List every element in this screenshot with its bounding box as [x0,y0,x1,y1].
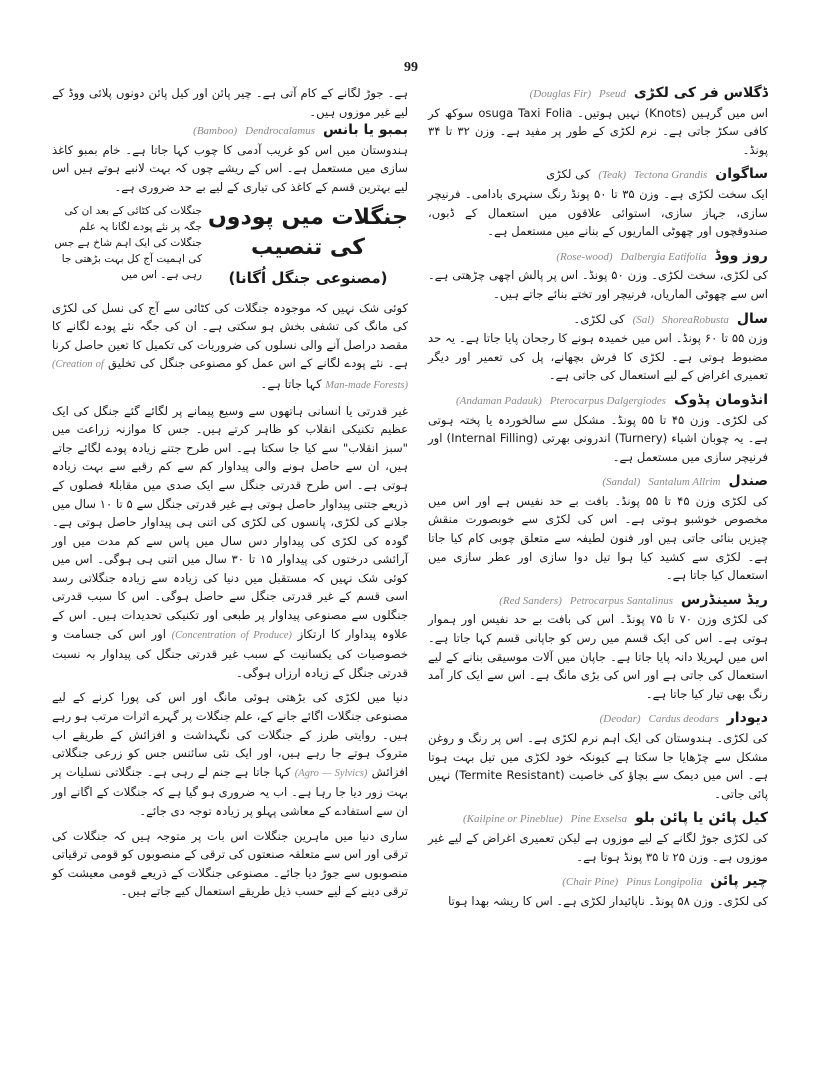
wood-entry [428,809,768,866]
wood-description: ایک سخت لکڑی ہے۔ وزن ۳۵ تا ۵۰ پونڈ رنگ سنہری بادامی۔ فرنیچر سازی، جہاز سازی، استوائی علاقوں میں استعمال کے ڈبوں، صندوقچوں اور چھوٹی الماریوں کے بنانے میں مستعمل ہے۔ [428,186,768,239]
entry-heading [428,809,768,829]
english-name: (Sandal) [602,476,641,489]
wood-name: ڈگلاس فر کی لکڑی [633,85,768,101]
right-column [428,84,768,916]
wood-name: ریڈ سینڈرس [681,591,768,608]
english-term: (Agro — Sylvics) [294,767,368,779]
entry-heading [428,391,768,411]
wood-name: صندل [728,473,768,490]
paragraph-text: کہا جاتا ہے۔ [260,376,322,391]
english-name: (Douglas Fir) [529,88,592,100]
entry-heading [428,165,768,185]
scientific-name: Petrocarpus Santalinus [569,594,674,607]
wood-name: بمبو یا بانس [323,122,408,139]
wood-name: کیل پائن یا پائن بلو [635,810,768,827]
english-term: (Concentration of Produce) [171,629,292,641]
scientific-name: Santalum Allrim [648,476,721,489]
section-title: جنگلات میں پودوں کی تنصیب [208,204,408,260]
wood-name: سال [736,310,768,327]
english-name: (Red Sanders) [499,594,562,607]
english-term: (Creation of Man-made Forests) [52,359,408,391]
section-subtitle: (مصنوعی جنگل اُگانا) [228,268,388,287]
paragraph-3 [52,688,408,820]
entry-heading [428,709,768,729]
wood-description: ہندوستان میں اس کو غریب آدمی کا چوب کہا جاتا ہے۔ خام بمبو کاغذ سازی میں مستعمل ہے۔ اس کے ریشے چوں کہ بہت لانبے ہوتے ہیں اس لیے بہترین قسم کے کاغذ کی تیاری کے لیے بے حد ضروری ہے۔ [52,142,408,194]
wood-entry [428,472,768,585]
wood-description: کی لکڑی وزن ۷۰ تا ۷۵ پونڈ۔ اس کی بافت بے حد نفیس اور ہموار ہوتی ہے۔ اس کی ایک قسم میں رس کو جاپانی قسم کہا جاتا ہے۔ اس میں لہریلا دانہ پایا جاتا ہے۔ جاپان میں آلات موسیقی بنانے کے لیے استعمال کی جاتی ہے اور اس کی بڑی مانگ ہے۔ اس سے ایک کار آمد رنگ بھی تیار کیا جاتا ہے۔ [428,612,768,701]
scientific-name: Pine Exselsa [570,813,628,826]
wood-entry [428,247,768,304]
left-column [52,84,408,901]
scientific-name: Pinus Longipolia [626,876,703,889]
english-name: (Chair Pine) [562,876,619,889]
heading-suffix: کی لکڑی [546,167,591,182]
wood-name: چیر پائن [710,873,768,890]
wood-description: کی لکڑی۔ وزن ۴۵ تا ۵۵ پونڈ۔ مشکل سے سالخوردہ یا پختہ ہوتی ہے۔ یہ چوبان اشیاء (Turnery) اندرونی بھرتی (Internal Filling) اور فرنیچر سازی میں مستعمل ہے۔ [428,412,768,464]
wood-description: کی لکڑی وزن ۴۵ تا ۵۵ پونڈ۔ بافت بے حد نفیس ہے اور اس میں مخصوص خوشبو ہوتی ہے۔ اس کی لکڑی سے خوبصورت منقش چیزیں بنائی جاتی ہیں اور فنون لطیفہ سے متعلق چوبی کام کیا جاتا ہے۔ لکڑی سے کشید کیا ہوا تیل دوا سازی اور عطر سازی میں استعمال کیا جاتا ہے۔ [428,493,769,583]
wood-description: کی لکڑی۔ ہندوستان کی ایک اہم نرم لکڑی ہے۔ اس پر رنگ و روغن مشکل سے چڑھایا جا سکتا ہے کیونکہ خود لکڑی میں تیل بہت ہوتا ہے۔ اس میں دیمک سے بچاؤ کی خاصیت (Termite Resistant) نہیں پائی جاتی۔ [428,731,768,801]
paragraph-text: اور اس کی جسامت و خصوصیات کی یکسانیت کے سبب غیر قدرتی جنگل کی پیداوار بہ نسبت قدرتی جنگل کے زیادہ ارزاں ہوگی۔ [52,626,408,680]
scientific-name: Dendrocalamus [245,125,316,138]
wood-entry [428,84,768,159]
english-name: (Deodar) [599,713,641,726]
english-name: (Rose-wood) [556,250,613,263]
wood-entry [428,872,768,910]
wood-description: کی لکڑی۔ وزن ۵۸ پونڈ۔ ناپائیدار لکڑی ہے۔ اس کا ریشہ بھدا ہوتا [448,893,768,908]
continuation-text: ہے۔ جوڑ لگانے کے کام آتی ہے۔ چیر پائن اور کیل پائن دونوں پلائی ووڈ کے لیے غیر موزوں ہیں۔ [52,86,408,119]
scientific-name: Cardus deodars [648,713,719,726]
entry-heading [428,872,768,892]
wood-name: روز ووڈ [714,247,768,264]
entry-heading [428,591,768,611]
scientific-name: ShoreaRobusta [662,313,729,326]
paragraph-2 [52,402,408,683]
paragraph-text: کوئی شک نہیں کہ موجودہ جنگلات کی کٹائی سے آج کی نسل کی لکڑی کی مانگ کی تشفی بخش ہو سکتی ہے۔ ان کی جگہ نئے پودے لگانے کا مقصد دراصل آنے والی نسلوں کی ضروریات کی تکمیل کا تعین حاصل کرنا ہے۔ نئے پودے لگانے کے اس عمل کو مصنوعی جنگل کی تخلیق [52,300,408,371]
entry-heading [428,247,768,267]
entry-heading [428,472,768,492]
wood-name: ساگوان [715,166,768,183]
wood-description: اس میں گرہیں (Knots) نہیں ہوتیں۔ osuga Taxi Folia سوکھ کر کافی سکڑ جاتی ہے۔ نرم لکڑی کے طور پر مفید ہے۔ وزن ۳۲ تا ۳۴ پونڈ۔ [428,105,768,157]
entry-heading [52,121,408,141]
section-block [52,203,408,293]
scientific-name: Tectona Grandis [634,169,708,182]
english-name: (Andaman Padauk) [455,394,542,407]
english-name: (Sal) [632,313,655,326]
wood-description: کی لکڑی جوڑ لگانے کے لیے موزوں ہے لیکن تعمیری اغراض کے لیے غیر موزوں ہے۔ وزن ۲۵ تا ۳۵ پونڈ ہوتا ہے۔ [428,830,768,864]
entry-heading [428,310,768,330]
wood-name: دیودار [726,710,768,727]
wood-entry [428,591,768,704]
scientific-name: Pterocarpus Dalgergiodes [549,394,667,407]
paragraph-1 [52,299,408,396]
wood-name: انڈومان پڈوک [674,391,768,408]
paragraph-text: غیر قدرتی یا انسانی ہاتھوں سے وسیع پیمانے پر لگائے گئے جنگل کی ایک عظیم تکنیکی انقلاب کو ظاہر کرتے ہیں۔ جس کا موازنہ زراعت میں "سبز انقلاب" سے کیا جا سکتا ہے۔ اس طرح جتنے زیادہ پودے لگائے جاتے ہیں، ان سے حاصل ہونے والی پیداوار کم سے کم رقبے سے بہت زیادہ ہوتی ہے۔ اس طرح قدرتی جنگل سے ایک صدی میں مقابلۃً فصلوں کے ذریعے جتنی پیداوار حاصل ہوتی ہے غیر قدرتی جنگل سے ۵ تا ۱۰ سال میں جلانے کی لکڑی، پانسوں کی لکڑی کی اتنی ہی پیداوار حاصل ہوتی ہے۔ گودہ کی لکڑی کی پیداوار دس سال میں پاس سے کم مدت میں اور آرائشی درختوں کی پیداوار ۱۵ تا ۳۰ سال میں اتنی ہی ہوگی۔ اس میں کوئی شک نہیں کہ مستقبل میں دنیا کی زیادہ سے زیادہ جنگلاتی رسد اسی قسم کے غیر قدرتی جنگل سے حاصل ہوگی۔ اس کا سبب قدرتی جنگلوں سے مصنوعی پیداوار پر طبعی اور تکنیکی تحدیدات ہیں۔ اس کے علاوہ پیداوار کا ارتکاز [52,403,409,641]
entry-heading [428,84,768,104]
paragraph-text: دنیا میں لکڑی کی بڑھتی ہوئی مانگ اور اس کی پورا کرنے کے لیے مصنوعی جنگلات اگائے جانے کے، علم جنگلات پر گہرے اثرات مرتب ہو رہے ہیں۔ روایتی طرز کے جنگلات کی نگہداشت و افزائش کے طریقے اب متروک ہوتے جا رہے ہیں، اور ایک نئی سائنس جس کو زرعی جنگلاتی افزائش [52,690,409,779]
page-number: 99 [404,60,418,75]
scientific-name: Pseud [599,88,626,100]
wood-description: وزن ۵۵ تا ۶۰ پونڈ۔ اس میں خمیدہ ہونے کا رجحان پایا جاتا ہے۔ یہ حد مضبوط ہوتی ہے۔ لکڑی کا فرش بچھانے، پل کی تعمیر اور دیگر تعمیری اغراض کے لیے استعمال کی جاتی ہے۔ [428,331,768,383]
english-name: (Kailpine or Pineblue) [463,813,563,826]
paragraph-text: کہا جاتا ہے جنم لے رہی ہے۔ جنگلاتی نسلیات پر بہت زور دیا جا رہا ہے۔ اب یہ ضروری ہو گیا ہے کہ جنگلات کے اگانے اور ان سے استفادے کے معاشی پہلو پر زیادہ توجہ دی جائے۔ [52,764,408,818]
wood-entry [428,709,768,803]
scientific-name: Dalbergia Eatifolia [620,250,707,263]
wood-entry [428,391,768,466]
english-name: (Bamboo) [193,125,238,138]
side-note: جنگلات کی کٹائی کے بعد ان کی جگہ پر نئے پودے لگانا یہ علم جنگلات کی ایک اہم شاخ ہے جس کی اہمیت آج کل بہت بڑھتی جا رہی ہے۔ اس میں [54,204,202,281]
wood-entry-bamboo [52,121,408,196]
wood-entry [428,310,768,385]
paragraph-4: ساری دنیا میں ماہرین جنگلات اس بات پر متوجہ ہیں کہ جنگلات کی ترقی اور اس سے متعلقہ صنعتوں کی ترقی کے منصوبوں کو قومی ترقیاتی منصوبوں سے جوڑ دیا جائے۔ مصنوعی جنگلات کے ذریعے قومی معیشت کو ترقی دینے کے لیے حسب ذیل طریقے استعمال کیے جاتے ہیں۔ [52,828,408,899]
wood-entry [428,165,768,240]
wood-description: کی لکڑی، سخت لکڑی۔ وزن ۵۰ پونڈ۔ اس پر پالش اچھی چڑھتی ہے۔ اس سے چھوٹی الماریاں، فرنیچر اور تختے بنائے جاتے ہیں۔ [428,268,768,301]
english-name: (Teak) [598,169,627,182]
heading-suffix: کی لکڑی۔ [573,311,625,326]
